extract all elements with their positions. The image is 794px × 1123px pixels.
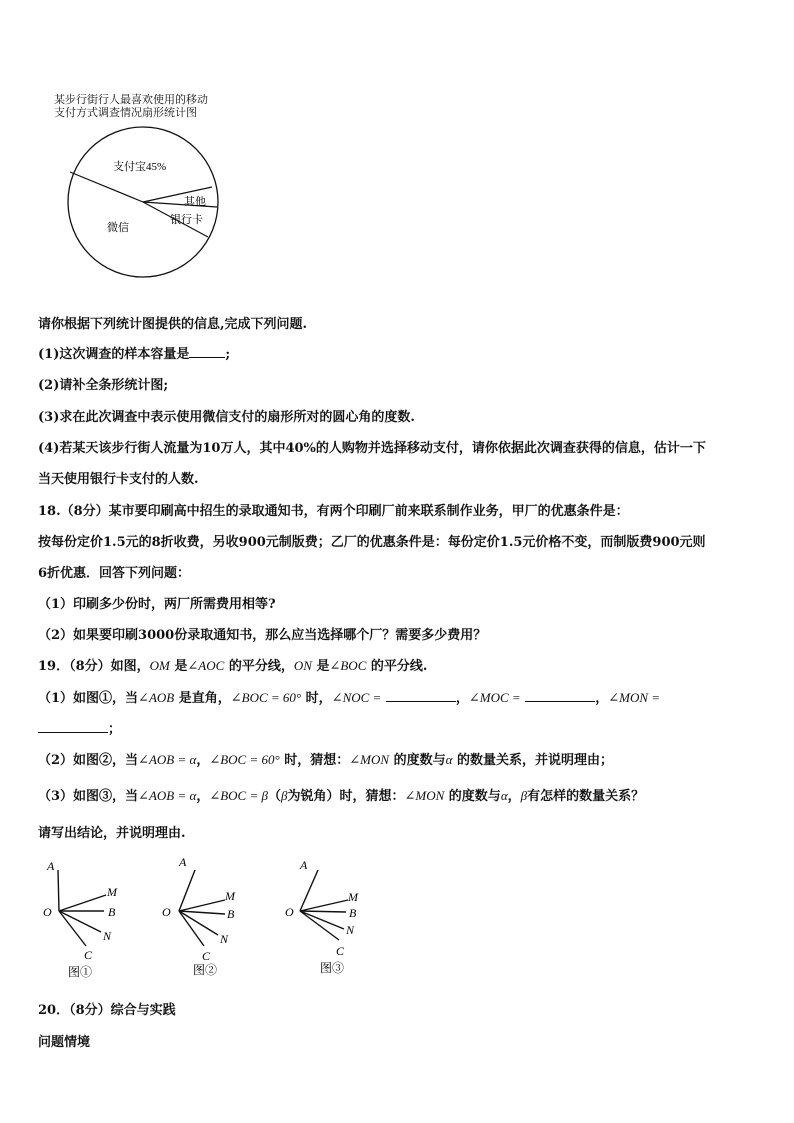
q19-line1 [38, 655, 427, 674]
point-c-label: C [336, 944, 345, 958]
math-alpha: α [445, 752, 453, 767]
math-angle-boc-beta: ∠BOC = β [209, 788, 268, 803]
q19-text: （1）如图①，当 [38, 691, 139, 706]
q19-text: ， [455, 691, 469, 706]
q19-text: （2）如图②，当 [38, 753, 139, 768]
math-angle-boc-60: ∠BOC = 60° [230, 690, 302, 705]
q19-text: 的度数与 [448, 789, 501, 804]
math-angle-aoc: ∠AOC [187, 658, 225, 673]
ray-oa [300, 870, 318, 911]
math-beta: β [280, 788, 288, 803]
point-a-label: A [179, 855, 187, 869]
figure-3-caption: 图③ [320, 961, 345, 975]
point-b-label: B [349, 906, 357, 920]
answer-blank [386, 689, 456, 702]
pie-label-wechat: 微信 [107, 222, 129, 234]
q17-part3: (3)求在此次调查中表示使用微信支付的扇形所对的圆心角的度数. [38, 410, 415, 425]
ray-on [300, 911, 344, 929]
pie-label-alipay: 支付宝45% [113, 161, 167, 173]
q19-text: 有怎样的数量关系？ [527, 789, 645, 804]
point-a-label: A [47, 859, 55, 873]
q19-text: 的平分线. [370, 659, 428, 674]
point-m-label: M [225, 889, 235, 903]
math-angle-boc-60: ∠BOC = 60° [209, 752, 280, 767]
q19-text: ， [196, 789, 210, 804]
math-angle-aob: ∠AOB [138, 690, 175, 705]
q18-sub1: （1）印刷多少份时，两厂所需费用相等? [38, 597, 276, 612]
figure-1-caption: 图① [68, 965, 93, 979]
pie-label-bankcard: 银行卡 [170, 214, 203, 226]
answer-blank [525, 689, 595, 702]
q19-sub1 [38, 687, 660, 706]
q19-text: ； [108, 722, 122, 737]
q19-text: ， [196, 753, 210, 768]
q19-text: 19．（8分）如图， [38, 659, 150, 674]
q19-text: 是直角， [178, 691, 231, 706]
math-alpha: α [500, 788, 508, 803]
answer-blank [38, 720, 108, 733]
q18-line3: 6折优惠．回答下列问题： [38, 566, 191, 581]
point-n-label: N [346, 923, 355, 937]
math-beta: β [520, 788, 528, 803]
answer-blank [189, 345, 225, 358]
pie-label-other: 其他 [184, 196, 206, 208]
q19-sub3 [38, 785, 644, 804]
q19-text: ， [595, 691, 609, 706]
ray-ob [300, 911, 346, 912]
math-angle-boc: ∠BOC [329, 658, 367, 673]
q17-part4-line2: 当天使用银行卡支付的人数. [38, 472, 199, 487]
figure-1 [38, 852, 138, 982]
point-n-label: N [220, 932, 229, 946]
q19-text: 时， [305, 691, 332, 706]
figure-2-caption: 图② [193, 963, 218, 977]
ray-on [59, 911, 101, 932]
q17-part1-text: (1)这次调查的样本容量是 [38, 347, 190, 362]
q19-text: 的度数与 [393, 753, 446, 768]
q17-intro: 请你根据下列统计图提供的信息,完成下列问题. [38, 317, 308, 332]
q19-text: 是 [316, 659, 330, 674]
q19-sub1-cont [38, 718, 121, 737]
q19-text: ， [507, 789, 521, 804]
math-angle-mon: ∠MON [349, 752, 390, 767]
point-b-label: B [227, 907, 235, 921]
q19-text: 的数量关系，并说明理由； [456, 753, 613, 768]
ray-oa [179, 870, 195, 911]
q18-sub2: （2）如果要印刷3000份录取通知书，那么应当选择哪个厂？需要多少费用？ [38, 628, 487, 643]
figure-2 [158, 852, 258, 982]
q19-text: 为锐角）时，猜想： [287, 789, 405, 804]
q17-part1-end: ; [225, 347, 231, 362]
q19-text: 时，猜想： [284, 753, 350, 768]
pie-chart [60, 125, 230, 280]
point-m-label: M [107, 885, 117, 899]
q17-part1 [38, 343, 230, 362]
math-angle-noc: ∠NOC = [331, 690, 382, 705]
point-a-label: A [300, 858, 308, 872]
ray-oa [58, 870, 59, 911]
ray-oc [300, 911, 339, 940]
ray-om [59, 895, 106, 911]
point-c-label: C [202, 949, 211, 963]
ray-ob [179, 911, 225, 914]
math-angle-aob-alpha: ∠AOB = α [138, 788, 197, 803]
q19-text: （ [267, 789, 281, 804]
math-om: OM [149, 658, 170, 673]
q18-line2: 按每份定价1.5元的8折收费，另收900元制版费；乙厂的优惠条件是：每份定价1.5元价格不变，而制版费900元则 [38, 535, 706, 550]
point-n-label: N [103, 929, 112, 943]
pie-caption-line2: 支付方式调查情况扇形统计图 [54, 106, 197, 119]
pie-caption-line1: 某步行街行人最喜欢使用的移动 [54, 93, 208, 106]
point-o-label: O [285, 905, 294, 919]
point-o-label: O [162, 905, 171, 919]
q20-subheading: 问题情境 [38, 1035, 91, 1050]
q19-text: 是 [174, 659, 188, 674]
q20-title: 20．（8分）综合与实践 [38, 1003, 176, 1018]
point-b-label: B [108, 905, 116, 919]
q19-text: 的平分线， [228, 659, 294, 674]
q19-sub3-line2: 请写出结论，并说明理由. [38, 826, 186, 841]
ray-oc [179, 911, 204, 946]
q17-part4-line1: (4)若某天该步行街人流量为10万人，其中40%的人购物并选择移动支付，请你依据此次调查获得的信息，估计一下 [38, 441, 706, 456]
point-c-label: C [84, 948, 93, 962]
math-angle-mon: ∠MON = [608, 690, 661, 705]
ray-on [179, 911, 218, 935]
math-angle-aob-alpha: ∠AOB = α [138, 752, 197, 767]
ray-oc [59, 911, 86, 946]
point-m-label: M [348, 890, 358, 904]
math-angle-mon: ∠MON [404, 788, 445, 803]
q18-line1: 18.（8分）某市要印刷高中招生的录取通知书，有两个印刷厂前来联系制作业务，甲厂的优惠条件是： [38, 504, 629, 519]
ray-om [300, 900, 348, 911]
point-o-label: O [43, 905, 52, 919]
math-angle-moc: ∠MOC = [468, 690, 521, 705]
math-on: ON [293, 658, 312, 673]
q19-sub2 [38, 749, 613, 768]
q19-text: （3）如图③，当 [38, 789, 139, 804]
figure-3 [282, 852, 382, 982]
q17-part2: (2)请补全条形统计图; [38, 378, 169, 393]
ray-om [179, 900, 225, 911]
